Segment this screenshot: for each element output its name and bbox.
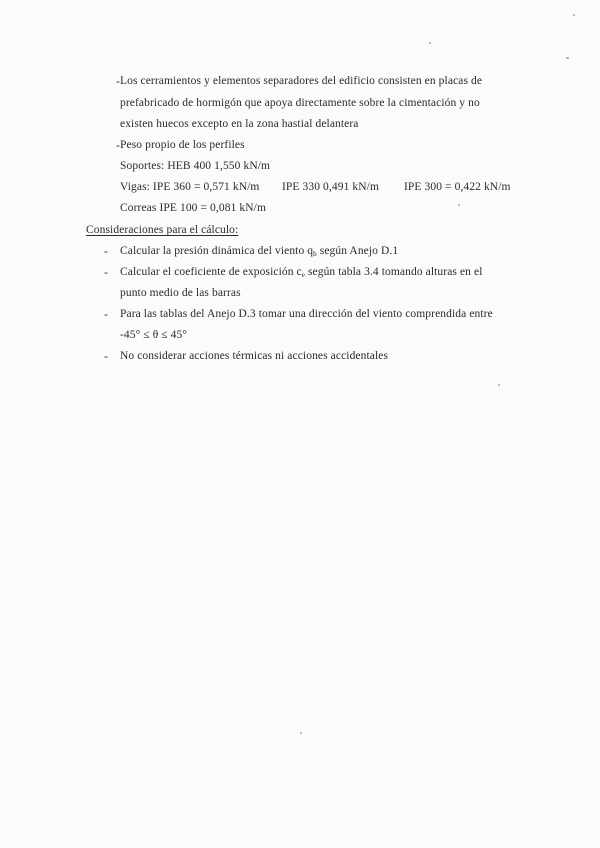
- paragraph-line: prefabricado de hormigón que apoya directamente sobre la cimentación y no: [120, 97, 480, 109]
- scan-speck: [429, 42, 431, 44]
- scan-speck: [566, 57, 569, 59]
- paragraph-line: Peso propio de los perfiles: [120, 139, 245, 151]
- vigas-ipe360: Vigas: IPE 360 = 0,571 kN/m: [120, 181, 260, 193]
- scan-speck: [300, 732, 302, 734]
- consideration-line: Para las tablas del Anejo D.3 tomar una dirección del viento comprendida entre: [120, 308, 493, 320]
- consideration-line: punto medio de las barras: [120, 287, 241, 299]
- consideration-line: [120, 245, 398, 258]
- consideration-line: [120, 266, 483, 279]
- consideration-text: Calcular la presión dinámica del viento q: [120, 245, 314, 257]
- bullet-dash: -: [116, 76, 120, 88]
- consideration-text: según Anejo D.1: [316, 245, 399, 257]
- subscript: b: [313, 250, 317, 258]
- bullet-dash: -: [104, 267, 108, 279]
- consideration-line: -45° ≤ θ ≤ 45°: [120, 329, 188, 341]
- consideration-text: Calcular el coeficiente de exposición c: [120, 266, 302, 278]
- vigas-ipe330: IPE 330 0,491 kN/m: [282, 181, 379, 193]
- scan-speck: [498, 384, 500, 386]
- considerations-heading: Consideraciones para el cálculo:: [86, 224, 239, 236]
- paragraph-line: existen huecos excepto en la zona hastial delantera: [120, 118, 359, 130]
- bullet-dash: -: [116, 140, 120, 152]
- soportes-line: Soportes: HEB 400 1,550 kN/m: [120, 160, 271, 172]
- scan-speck: [458, 204, 460, 206]
- subscript: e: [301, 271, 305, 279]
- vigas-ipe300: IPE 300 = 0,422 kN/m: [404, 181, 511, 193]
- paragraph-line: Los cerramientos y elementos separadores del edificio consisten en placas de: [120, 75, 483, 87]
- bullet-dash: -: [104, 351, 108, 363]
- scan-speck: [573, 14, 575, 16]
- bullet-dash: -: [104, 246, 108, 258]
- consideration-text: según tabla 3.4 tomando alturas en el: [304, 266, 483, 278]
- consideration-line: No considerar acciones térmicas ni acciones accidentales: [120, 350, 389, 362]
- bullet-dash: -: [104, 309, 108, 321]
- correas-line: Correas IPE 100 = 0,081 kN/m: [120, 202, 266, 214]
